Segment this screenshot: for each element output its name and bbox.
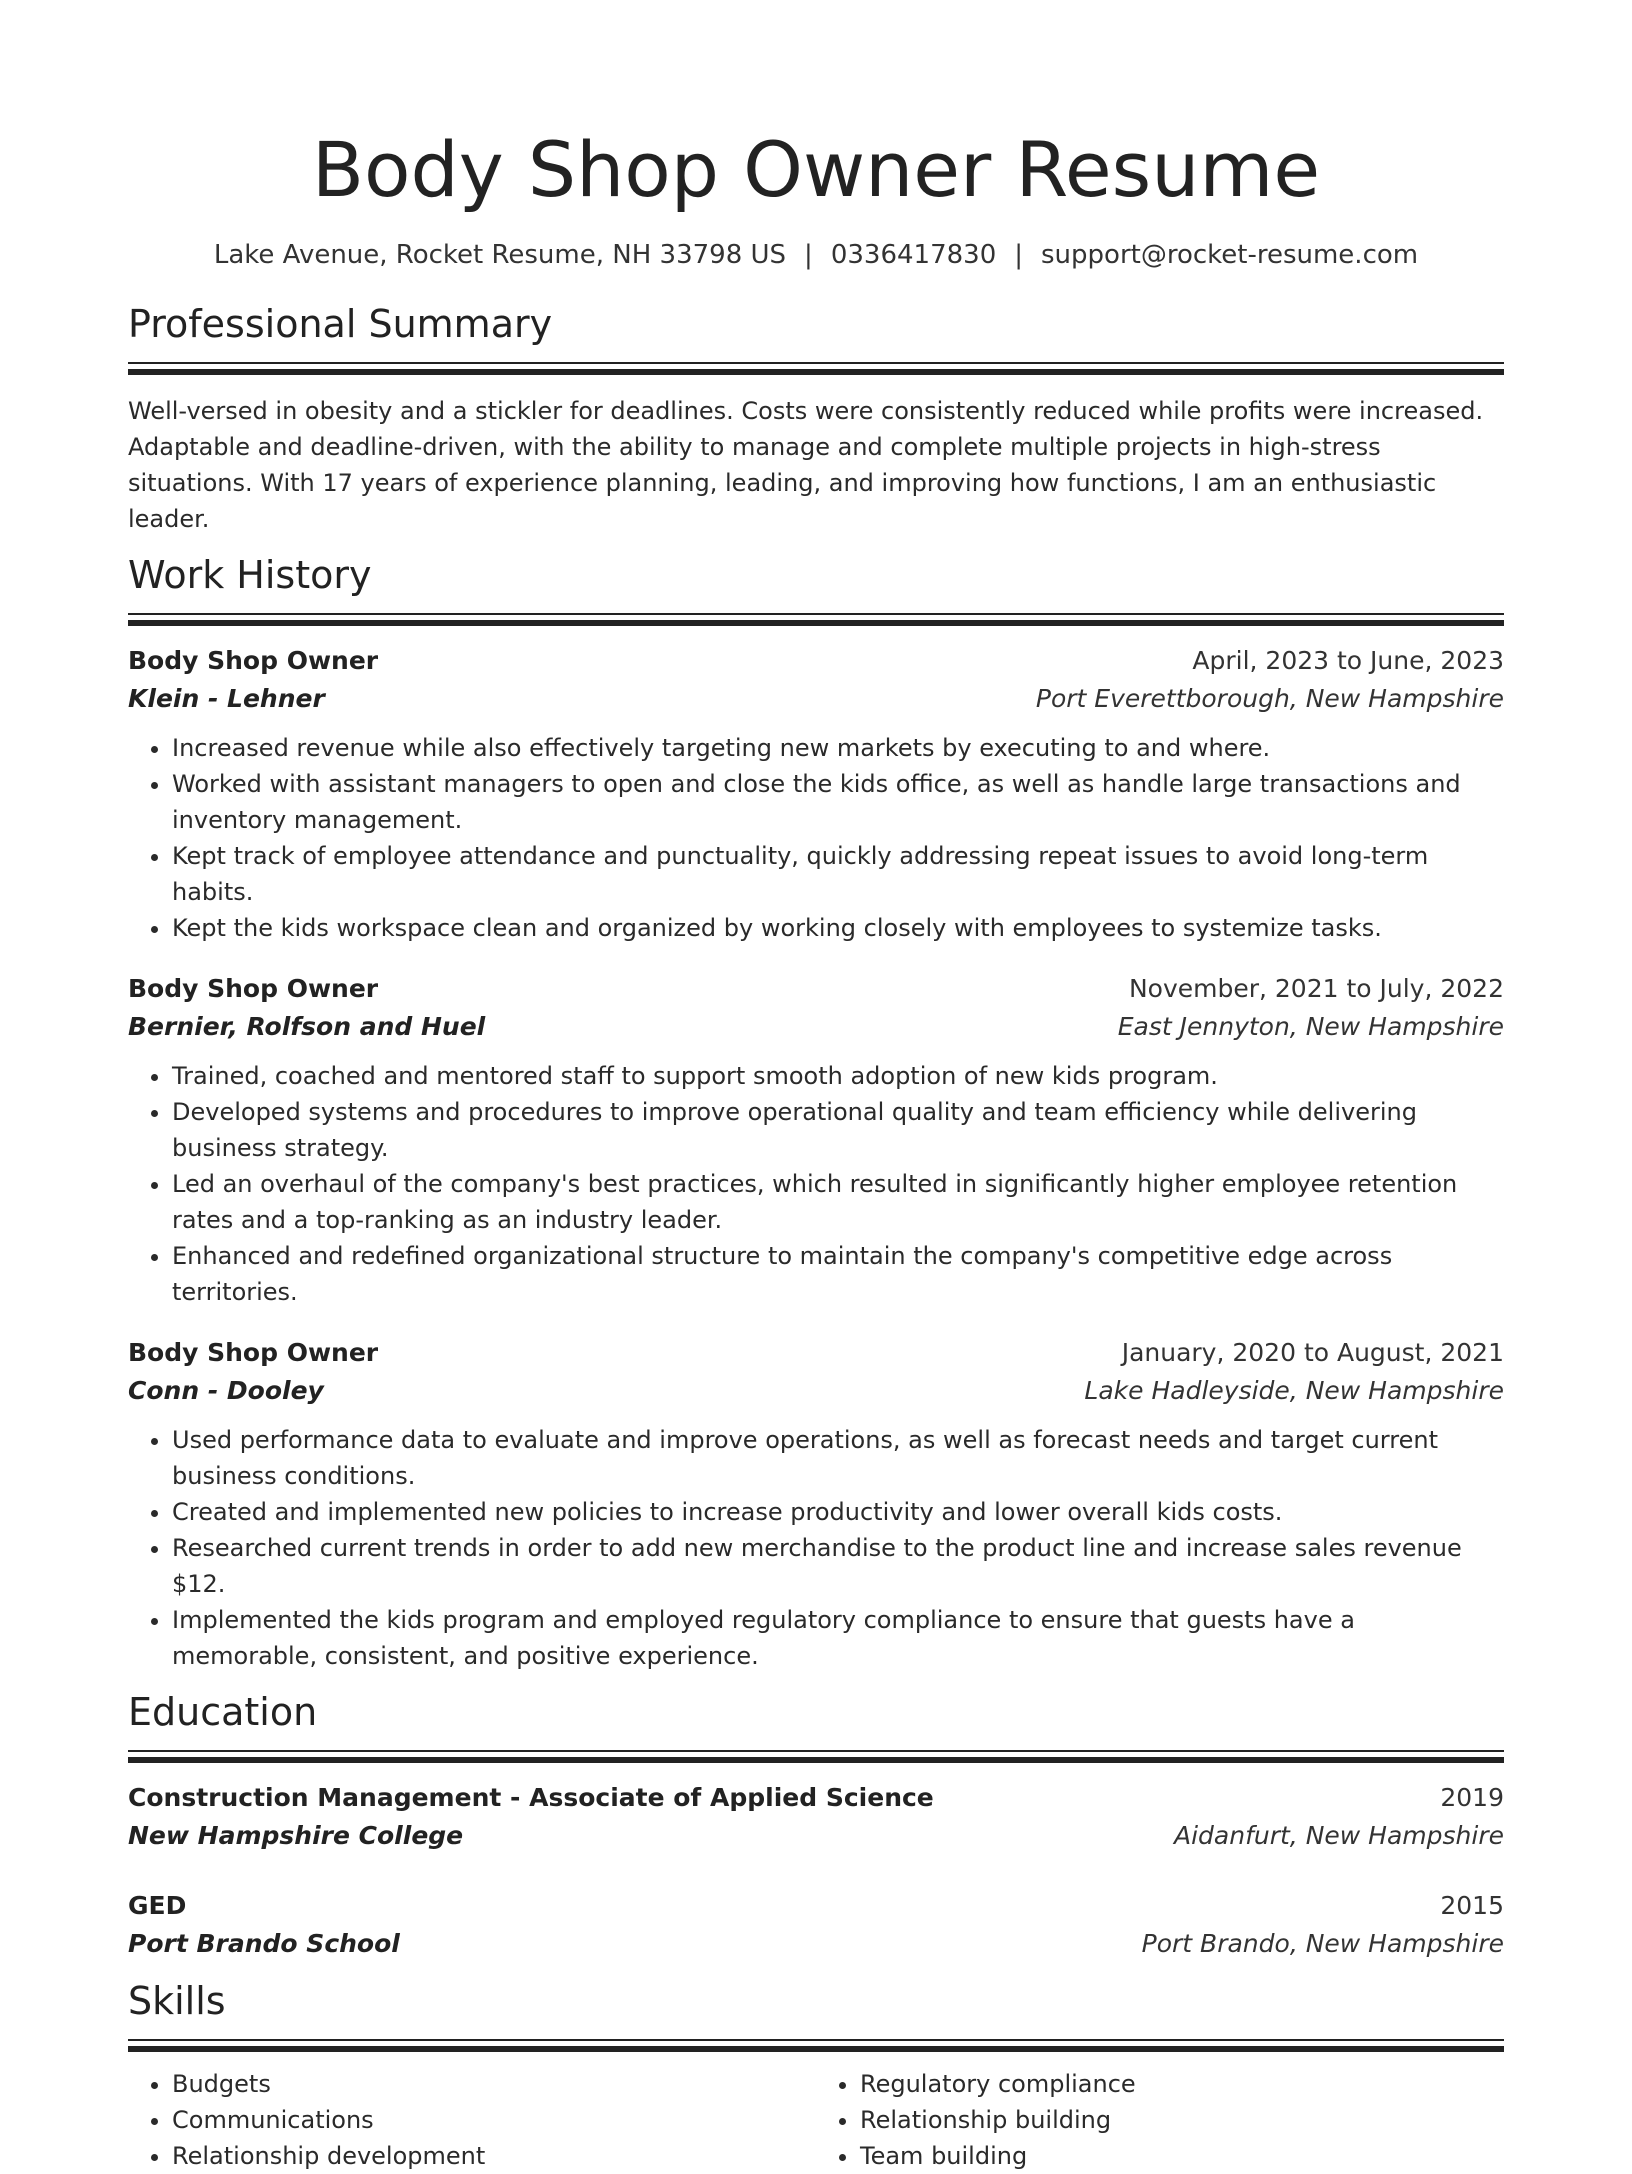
job-entry bbox=[128, 970, 1504, 1310]
section-heading-work-history: Work History bbox=[128, 553, 372, 597]
list-item: • Kept track of employee attendance and punctuality, quickly addressing repeat issues to avoid long-term habits. bbox=[172, 838, 1504, 910]
list-item: • Trained, coached and mentored staff to support smooth adoption of new kids program. bbox=[172, 1058, 1504, 1094]
list-item: • Increased revenue while also effectively targeting new markets by executing to and where. bbox=[172, 730, 1504, 766]
contact-separator: | bbox=[1014, 240, 1023, 270]
list-item: • Created and implemented new policies to increase productivity and lower overall kids costs. bbox=[172, 1494, 1504, 1530]
education-entry bbox=[128, 1887, 1504, 1963]
skills-list-right bbox=[816, 2066, 1504, 2174]
job-subheader bbox=[128, 680, 1504, 718]
job-entry bbox=[128, 642, 1504, 946]
skills-columns bbox=[128, 2066, 1504, 2174]
skill-item: • Communications bbox=[172, 2102, 816, 2138]
school-name: New Hampshire College bbox=[128, 1821, 464, 1850]
school-location: Aidanfurt, New Hampshire bbox=[1174, 1821, 1504, 1850]
skill-item: • Budgets bbox=[172, 2066, 816, 2102]
job-subheader bbox=[128, 1008, 1504, 1046]
skill-item: • Relationship building bbox=[860, 2102, 1504, 2138]
job-bullets bbox=[128, 1058, 1504, 1310]
list-item: • Worked with assistant managers to open and close the kids office, as well as handle large transactions and inventory management. bbox=[172, 766, 1504, 838]
list-item: • Used performance data to evaluate and improve operations, as well as forecast needs and target current business conditions. bbox=[172, 1422, 1504, 1494]
education-subheader bbox=[128, 1817, 1504, 1855]
degree-name: GED bbox=[128, 1891, 187, 1920]
section-heading-summary: Professional Summary bbox=[128, 302, 553, 346]
school-location: Port Brando, New Hampshire bbox=[1141, 1929, 1504, 1958]
company-name: Bernier, Rolfson and Huel bbox=[128, 1012, 486, 1041]
job-entry bbox=[128, 1334, 1504, 1674]
job-title: Body Shop Owner bbox=[128, 1338, 379, 1367]
job-subheader bbox=[128, 1372, 1504, 1410]
resume-title: Body Shop Owner Resume bbox=[311, 125, 1321, 214]
section-divider bbox=[128, 613, 1504, 626]
graduation-year: 2019 bbox=[1440, 1783, 1504, 1812]
list-item: • Researched current trends in order to add new merchandise to the product line and increase sales revenue $12. bbox=[172, 1530, 1504, 1602]
contact-line bbox=[128, 238, 1504, 272]
list-item: • Implemented the kids program and employed regulatory compliance to ensure that guests have a memorable, consistent, and positive experience. bbox=[172, 1602, 1504, 1674]
job-header bbox=[128, 642, 1504, 680]
skills-list-left bbox=[128, 2066, 816, 2174]
work-history-section bbox=[128, 551, 1504, 1674]
job-dates: April, 2023 to June, 2023 bbox=[1192, 646, 1504, 675]
skills-section bbox=[128, 1977, 1504, 2174]
job-location: Lake Hadleyside, New Hampshire bbox=[1084, 1376, 1504, 1405]
education-subheader bbox=[128, 1925, 1504, 1963]
skill-item: • Regulatory compliance bbox=[860, 2066, 1504, 2102]
education-header bbox=[128, 1779, 1504, 1817]
job-bullets bbox=[128, 730, 1504, 946]
email-link[interactable]: support@rocket-resume.com bbox=[1041, 240, 1419, 270]
education-section bbox=[128, 1688, 1504, 1963]
job-header bbox=[128, 1334, 1504, 1372]
job-title: Body Shop Owner bbox=[128, 974, 379, 1003]
job-location: East Jennyton, New Hampshire bbox=[1117, 1012, 1504, 1041]
job-dates: January, 2020 to August, 2021 bbox=[1121, 1338, 1504, 1367]
address-text: Lake Avenue, Rocket Resume, NH 33798 US bbox=[213, 240, 787, 270]
phone-text: 0336417830 bbox=[830, 240, 997, 270]
section-heading-skills: Skills bbox=[128, 1979, 226, 2023]
school-name: Port Brando School bbox=[128, 1929, 400, 1958]
job-title: Body Shop Owner bbox=[128, 646, 379, 675]
skill-item: • Team building bbox=[860, 2138, 1504, 2174]
section-divider bbox=[128, 362, 1504, 375]
job-header bbox=[128, 970, 1504, 1008]
education-header bbox=[128, 1887, 1504, 1925]
section-divider bbox=[128, 2039, 1504, 2052]
section-divider bbox=[128, 1750, 1504, 1763]
job-location: Port Everettborough, New Hampshire bbox=[1035, 684, 1504, 713]
job-bullets bbox=[128, 1422, 1504, 1674]
list-item: • Led an overhaul of the company's best practices, which resulted in significantly higher employee retention rates and a top-ranking as an industry leader. bbox=[172, 1166, 1504, 1238]
job-dates: November, 2021 to July, 2022 bbox=[1128, 974, 1504, 1003]
section-heading-education: Education bbox=[128, 1690, 318, 1734]
company-name: Klein - Lehner bbox=[128, 684, 325, 713]
education-entry bbox=[128, 1779, 1504, 1855]
contact-separator: | bbox=[804, 240, 813, 270]
degree-name: Construction Management - Associate of Applied Science bbox=[128, 1783, 934, 1812]
list-item: • Kept the kids workspace clean and organized by working closely with employees to systemize tasks. bbox=[172, 910, 1504, 946]
skill-item: • Relationship development bbox=[172, 2138, 816, 2174]
list-item: • Enhanced and redefined organizational structure to maintain the company's competitive edge across territories. bbox=[172, 1238, 1504, 1310]
graduation-year: 2015 bbox=[1440, 1891, 1504, 1920]
summary-section bbox=[128, 300, 1504, 537]
summary-text: Well-versed in obesity and a stickler for deadlines. Costs were consistently reduced while profits were increased. Adaptable and deadline-driven, with the ability to manage and complete multiple projects in high-stress situations. With 17 years of experience planning, leading, and improving how functions, I am an enthusiastic leader. bbox=[128, 397, 1484, 533]
company-name: Conn - Dooley bbox=[128, 1376, 324, 1405]
list-item: • Developed systems and procedures to improve operational quality and team efficiency while delivering business strategy. bbox=[172, 1094, 1504, 1166]
